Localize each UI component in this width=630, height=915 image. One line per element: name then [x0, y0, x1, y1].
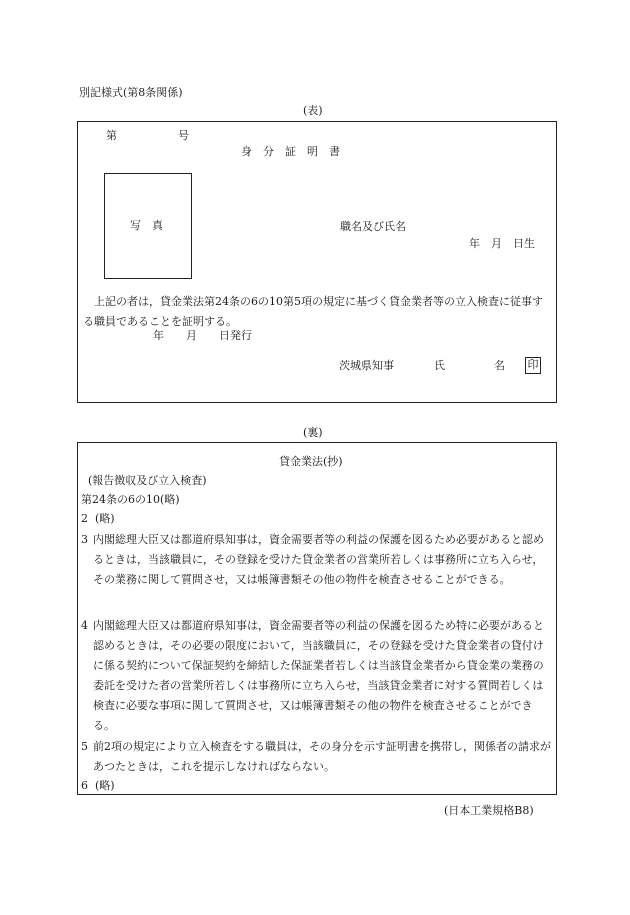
item-text: 前2項の規定により立入検査をする職員は，その身分を示す証明書を携帯し，関係者の請求があつたときは，これを提示しなければならない。 [93, 740, 551, 773]
issuer-mei: 名 [494, 359, 505, 372]
number-go: 号 [178, 129, 189, 142]
law-subtitle: (報告徴収及び立入検査) [88, 474, 207, 487]
front-certificate-box [77, 121, 557, 403]
item-text: (略) [95, 779, 115, 792]
front-label: (表) [303, 104, 323, 117]
item-number: 2 [81, 512, 88, 525]
law-article: 第24条の6の10(略) [81, 493, 180, 506]
certificate-title: 身 分 証 明 書 [241, 145, 340, 158]
law-title: 貸金業法(抄) [279, 455, 343, 468]
item-text: (略) [95, 512, 115, 525]
issue-date: 年 月 日発行 [153, 329, 252, 342]
item-text: 内閣総理大臣又は都道府県知事は，資金需要者等の利益の保護を図るため必要があると認めるときは，当該職員に，その登録を受けた貸金業者の営業所若しくは事務所に立ち入らせ，その業務に関して質問させ，又は帳簿書類その他の物件を検査させることができる。 [93, 533, 544, 586]
back-label: (裏) [303, 426, 323, 439]
back-law-excerpt-box [77, 442, 557, 795]
paper-size-spec: (日本工業規格B8) [444, 804, 534, 817]
item-number: 5 [81, 740, 88, 753]
item-number: 4 [81, 619, 88, 632]
photo-box [104, 173, 192, 279]
name-label: 職名及び氏名 [340, 220, 406, 233]
item-number: 6 [81, 779, 88, 792]
seal-mark: 印 [525, 357, 541, 374]
issuer-title: 茨城県知事 [339, 359, 394, 372]
number-dai: 第 [106, 129, 117, 142]
issuer-shi: 氏 [434, 359, 445, 372]
birthdate-label: 年 月 日生 [469, 237, 535, 250]
photo-label: 写 真 [130, 219, 163, 232]
certificate-statement: 上記の者は，貸金業法第24条の6の10第5項の規定に基づく貸金業者等の立入検査に従事する職員であることを証明する。 [83, 295, 543, 328]
item-text: 内閣総理大臣又は都道府県知事は，資金需要者等の利益の保護を図るため特に必要があると認めるときは，その必要の限度において，当該職員に，その登録を受けた貸金業者の貸付けに係る契約について保証契約を締結した保証業者若しくは当該貸金業者から貸金業の業務の委託を受けた者の営業所若しくは事務所に立ち入らせ，当該貸金業者に対する質問若しくは検査に必要な事項に関して質問させ，又は帳簿書類その他の物件を検査させることができる。 [93, 619, 544, 732]
form-label: 別記様式(第8条関係) [79, 86, 183, 99]
item-number: 3 [81, 533, 88, 546]
